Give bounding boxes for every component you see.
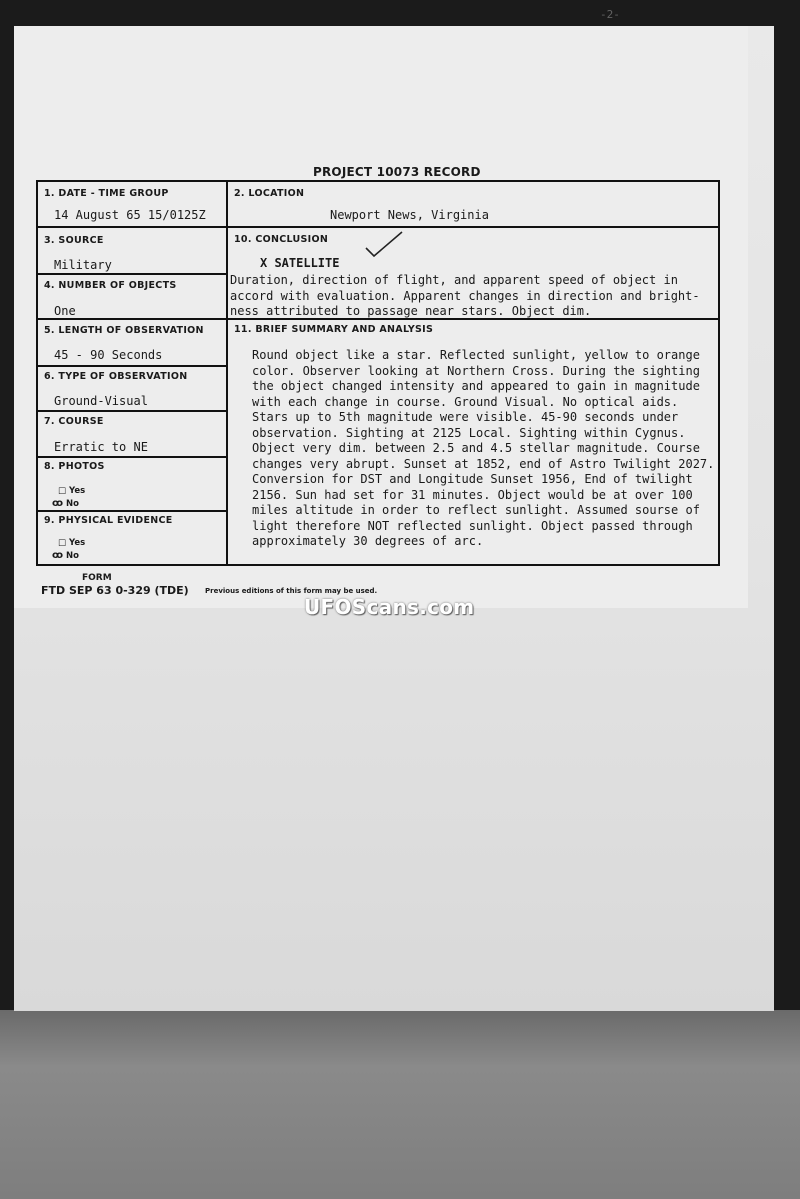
physical-evidence-no-label: No	[66, 551, 79, 561]
number-of-objects-value: One	[54, 304, 76, 318]
footer-form-label: FORM	[82, 573, 112, 583]
source-value: Military	[54, 258, 112, 272]
bleed-through-mark: ‑2‑	[600, 8, 620, 21]
location-label: 2. LOCATION	[234, 188, 305, 199]
checkbox-empty-icon: □	[58, 486, 67, 496]
source-label: 3. SOURCE	[44, 235, 104, 246]
row-divider	[38, 410, 228, 412]
location-value: Newport News, Virginia	[330, 208, 489, 222]
photos-no-label: No	[66, 499, 79, 509]
physical-evidence-no-option	[52, 550, 79, 561]
row-divider	[38, 365, 228, 367]
course-label: 7. COURSE	[44, 416, 104, 427]
course-value: Erratic to NE	[54, 440, 148, 454]
physical-evidence-yes-label: Yes	[69, 538, 86, 548]
photos-label: 8. PHOTOS	[44, 461, 105, 472]
record-form-table	[36, 180, 720, 566]
footer-form-id: FTD SEP 63 0-329 (TDE)	[41, 584, 189, 597]
photo-background-strip	[0, 1010, 800, 1199]
column-divider	[226, 182, 228, 566]
number-of-objects-label: 4. NUMBER OF OBJECTS	[44, 280, 177, 291]
row-divider	[38, 510, 228, 512]
conclusion-text: Duration, direction of flight, and apparent speed of object in accord with evaluation. Apparent changes in direction and bright-ness attributed to passage near stars. Object dim.	[230, 273, 700, 318]
type-of-observation-label: 6. TYPE OF OBSERVATION	[44, 371, 188, 382]
photos-no-option	[52, 498, 79, 509]
type-of-observation-value: Ground-Visual	[54, 394, 148, 408]
row-divider	[38, 226, 718, 228]
length-of-observation-value: 45 - 90 Seconds	[54, 348, 163, 362]
conclusion-value: X SATELLITE	[260, 256, 340, 270]
row-divider	[38, 273, 228, 275]
checkbox-marked-icon: ꝏ	[52, 550, 64, 561]
photos-yes-label: Yes	[69, 486, 86, 496]
physical-evidence-label: 9. PHYSICAL EVIDENCE	[44, 515, 173, 526]
photos-yes-option	[58, 486, 85, 496]
checkbox-marked-icon: ꝏ	[52, 498, 64, 509]
checkbox-empty-icon: □	[58, 538, 67, 548]
check-mark-icon	[364, 230, 404, 258]
row-divider	[38, 456, 228, 458]
length-of-observation-label: 5. LENGTH OF OBSERVATION	[44, 325, 204, 336]
watermark: UFOScans.com	[304, 595, 475, 619]
footer-previous-editions: Previous editions of this form may be used.	[205, 587, 378, 595]
summary-text: Round object like a star. Reflected sunlight, yellow to orange color. Observer looking at Northern Cross. During the sighting the object changed intensity and appeared to gain in magnitude with each change in course. Ground Visual. No optical aids. Stars up to 5th magnitude were visible. 45-90 seconds under observation. Sighting at 2125 Local. Sighting within Cygnus. Object very dim. between 2.5 and 4.5 stellar magnitude. Course changes very abrupt. Sunset at 1852, end of Astro Twilight 2027. Conversion for DST and Longitude Sunset 1956, End of twilight 2156. Sun had set for 31 minutes. Object would be at over 100 miles altitude in order to reflect sunlight. Assumed sourse of light therefore NOT reflected sunlight. Object passed through approximately 30 degrees of arc.	[252, 348, 715, 548]
summary-label: 11. BRIEF SUMMARY AND ANALYSIS	[234, 324, 434, 335]
record-title: PROJECT 10073 RECORD	[313, 165, 481, 179]
date-time-group-value: 14 August 65 15/0125Z	[54, 208, 206, 222]
date-time-group-label: 1. DATE - TIME GROUP	[44, 188, 169, 199]
physical-evidence-yes-option	[58, 538, 85, 548]
conclusion-label: 10. CONCLUSION	[234, 234, 329, 245]
